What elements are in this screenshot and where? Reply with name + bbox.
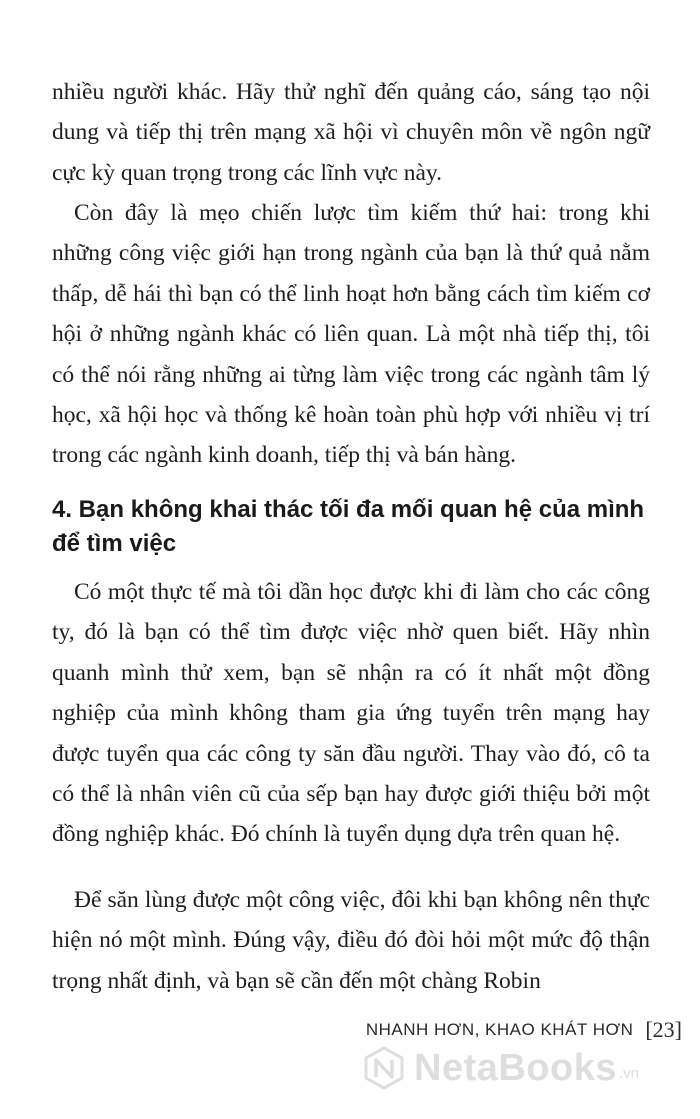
paragraph-search-tip	[52, 193, 650, 476]
paragraph-2-text: Còn đây là mẹo chiến lược tìm kiếm thứ hai: trong khi những công việc giới hạn trong ngành của bạn là thứ quả nằm thấp, dễ hái thì bạn có thể linh hoạt hơn bằng cách tìm kiếm cơ hội ở những ngành khác có liên quan. Là một nhà tiếp thị, tôi có thể nói rằng những ai từng làm việc trong các ngành tâm lý học, xã hội học và thống kê hoàn toàn phù hợp với nhiều vị trí trong các ngành kinh doanh, tiếp thị và bán hàng.	[52, 200, 650, 469]
paragraph-continued	[52, 72, 650, 193]
paragraph-4-text: Để săn lùng được một công việc, đôi khi bạn không nên thực hiện nó một mình. Đúng vậy, điều đó đòi hỏi một mức độ thận trọng nhất định, và bạn sẽ cần đến một chàng Robin	[52, 887, 650, 994]
watermark	[362, 1046, 639, 1090]
running-title: NHANH HƠN, KHAO KHÁT HƠN	[365, 1020, 634, 1039]
watermark-domain: .vn	[619, 1065, 640, 1082]
page-number: [23]	[645, 1017, 682, 1042]
paragraph-3-text: Có một thực tế mà tôi dần học được khi đi làm cho các công ty, đó là bạn có thể tìm được việc nhờ quen biết. Hãy nhìn quanh mình thử xem, bạn sẽ nhận ra có ít nhất một đồng nghiệp của mình không tham gia ứng tuyển trên mạng hay được tuyển qua các công ty săn đầu người. Thay vào đó, cô ta có thể là nhân viên cũ của sếp bạn hay được giới thiệu bởi một đồng nghiệp khác. Đó chính là tuyển dụng dựa trên quan hệ.	[52, 579, 650, 848]
paragraph-1-text: nhiều người khác. Hãy thử nghĩ đến quảng cáo, sáng tạo nội dung và tiếp thị trên mạng xã hội vì chuyên môn về ngôn ngữ cực kỳ quan trọng trong các lĩnh vực này.	[52, 79, 650, 186]
watermark-logo-icon	[362, 1046, 406, 1090]
paragraph-networking	[52, 572, 650, 855]
paragraph-job-hunt	[52, 880, 650, 1001]
section-heading: 4. Bạn không khai thác tối đa mối quan hệ của mình để tìm việc	[52, 496, 645, 557]
watermark-brand: NetaBooks	[414, 1046, 617, 1089]
page-footer	[366, 1017, 682, 1043]
